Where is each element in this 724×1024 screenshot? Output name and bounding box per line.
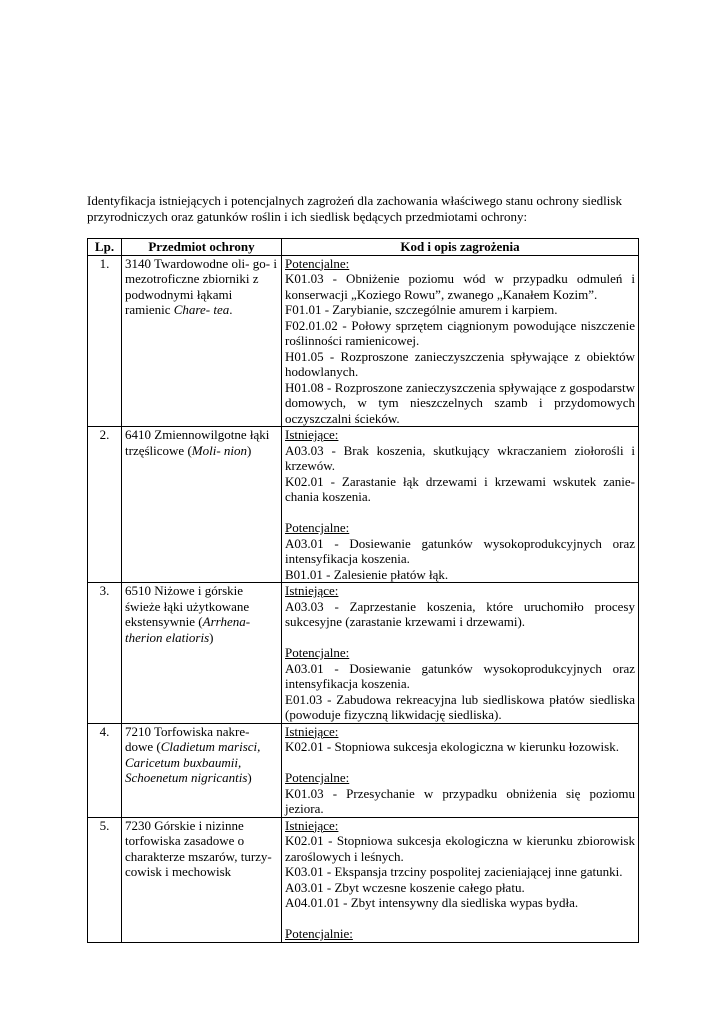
protection-subject [122, 255, 282, 427]
threat-entry: K03.01 - Ekspansja trzciny pospolitej zacieniającej inne gatunki. [285, 864, 623, 879]
intro-paragraph: Identyfikacja istniejących i potencjalnych zagrożeń dla zachowania właściwego stanu ochrony siedlisk przyrodniczych oraz gatunków roślin i ich siedlisk będących przedmiotami ochrony: [87, 193, 622, 224]
group-spacer [285, 505, 635, 521]
group-spacer [285, 630, 635, 646]
threat-group-label: Istniejące: [285, 583, 339, 598]
subject-tail: . [229, 302, 233, 317]
threat-entry: K02.01 - Stopniowa sukcesja ekologiczna w kierunku zbiorowisk zaroślowych i leśnych. [285, 833, 635, 864]
subject-tail: ) [209, 629, 214, 645]
threat-entry: A03.01 - Dosiewanie gatunków wysokoprodukcyjnych oraz intensyfikacja koszenia. [285, 535, 635, 566]
threat-entry: H01.05 - Rozproszone zanieczyszczenia spływające z obiektów hodowlanych. [285, 348, 635, 379]
table-row [88, 427, 639, 583]
threat-entry: A03.01 - Dosiewanie gatunków wysokoprodukcyjnych oraz intensyfikacja koszenia. [285, 660, 635, 691]
group-spacer [285, 911, 635, 927]
table-row [88, 255, 639, 427]
threat-entry: K01.03 - Obniżenie poziomu wód w przypadku odmuleń i konserwacji „Koziego Rowu”, zwanego „Kanałem Kozim”. [285, 271, 635, 302]
threat-group-label: Istniejące: [285, 817, 339, 833]
threat-entry: H01.08 - Rozproszone zanieczyszczenia spływające z gospodarstw domowych, w tym nieszczelnych szamb i przydomowych oczyszczalni ścieków. [285, 379, 635, 426]
subject-latin-name: Chare- tea [173, 302, 230, 317]
row-number: 3. [88, 583, 122, 724]
threat-entry: F01.01 - Zarybianie, szczególnie amurem i karpiem. [285, 302, 558, 317]
threat-entry: K02.01 - Zarastanie łąk drzewami i krzewami wskutek zanie- chania koszenia. [285, 473, 635, 504]
subject-latin-name: Cladietum marisci, Caricetum buxbaumii, Schoenetum nigricantis [125, 739, 261, 785]
threat-description [282, 583, 639, 724]
threat-description [282, 817, 639, 942]
threat-group-label: Potencjalnie: [285, 926, 353, 941]
header-subject: Przedmiot ochrony [122, 239, 282, 256]
header-threat: Kod i opis zagrożenia [282, 239, 639, 256]
threat-entry: B01.01 - Zalesienie płatów łąk. [285, 566, 449, 582]
header-lp: Lp. [88, 239, 122, 256]
threat-description [282, 723, 639, 817]
protection-subject [122, 427, 282, 583]
protection-subject [122, 723, 282, 817]
table-row [88, 817, 639, 942]
row-number: 1. [88, 255, 122, 427]
threat-group-label: Potencjalne: [285, 520, 350, 535]
group-spacer [285, 755, 635, 771]
threat-entry: K02.01 - Stopniowa sukcesja ekologiczna w kierunku łozowisk. [285, 739, 619, 754]
threat-group-label: Potencjalne: [285, 645, 350, 660]
threat-group-label: Istniejące: [285, 723, 339, 739]
row-number: 2. [88, 427, 122, 583]
subject-latin-name: Arrhena- therion elatioris [125, 614, 251, 645]
table-row [88, 583, 639, 724]
threat-group-label: Potencjalne: [285, 255, 350, 271]
protection-subject [122, 817, 282, 942]
table-body [88, 255, 639, 942]
threat-description [282, 427, 639, 583]
threat-entry: A03.01 - Zbyt wczesne koszenie całego płatu. [285, 879, 525, 895]
row-number: 5. [88, 817, 122, 942]
threat-entry: F02.01.02 - Połowy sprzętem ciągnionym powodujące niszczenie roślinności ramienicowej. [285, 317, 635, 348]
subject-tail: ) [247, 442, 252, 458]
subject-tail: ) [247, 770, 252, 785]
threat-group-label: Istniejące: [285, 427, 339, 442]
subject-text: 7210 Torfowiska nakre- dowe ( [125, 723, 250, 754]
threats-table [87, 238, 639, 943]
threat-entry: K01.03 - Przesychanie w przypadku obniżenia się poziomu jeziora. [285, 785, 635, 816]
threat-description [282, 255, 639, 427]
subject-text: 6410 Zmiennowilgotne łąki trzęślicowe ( [125, 427, 270, 458]
threat-entry: A03.03 - Zaprzestanie koszenia, które uruchomiło procesy sukcesyjne (zarastanie krzewami i drzewami). [285, 598, 635, 629]
subject-text: 3140 Twardowodne oli- go- i mezotroficzne zbiorniki z podwodnymi łąkami ramienic [125, 255, 277, 317]
subject-text: 7230 Górskie i nizinne torfowiska zasadowe o charakterze mszarów, turzy- cowisk i mechowisk [125, 817, 272, 879]
row-number: 4. [88, 723, 122, 817]
threat-group-label: Potencjalne: [285, 770, 350, 785]
protection-subject [122, 583, 282, 724]
table-header-row [88, 239, 639, 256]
threat-entry: E01.03 - Zabudowa rekreacyjna lub siedliskowa płatów siedliska (powoduje fizyczną likwidację siedliska). [285, 691, 635, 722]
subject-latin-name: Moli- nion [191, 442, 248, 458]
table-row [88, 723, 639, 817]
threat-entry: A04.01.01 - Zbyt intensywny dla siedliska wypas bydła. [285, 895, 579, 910]
threat-entry: A03.03 - Brak koszenia, skutkujący wkraczaniem ziołorośli i krzewów. [285, 442, 635, 473]
subject-text: 6510 Niżowe i górskie świeże łąki użytkowane ekstensywnie ( [125, 583, 250, 629]
